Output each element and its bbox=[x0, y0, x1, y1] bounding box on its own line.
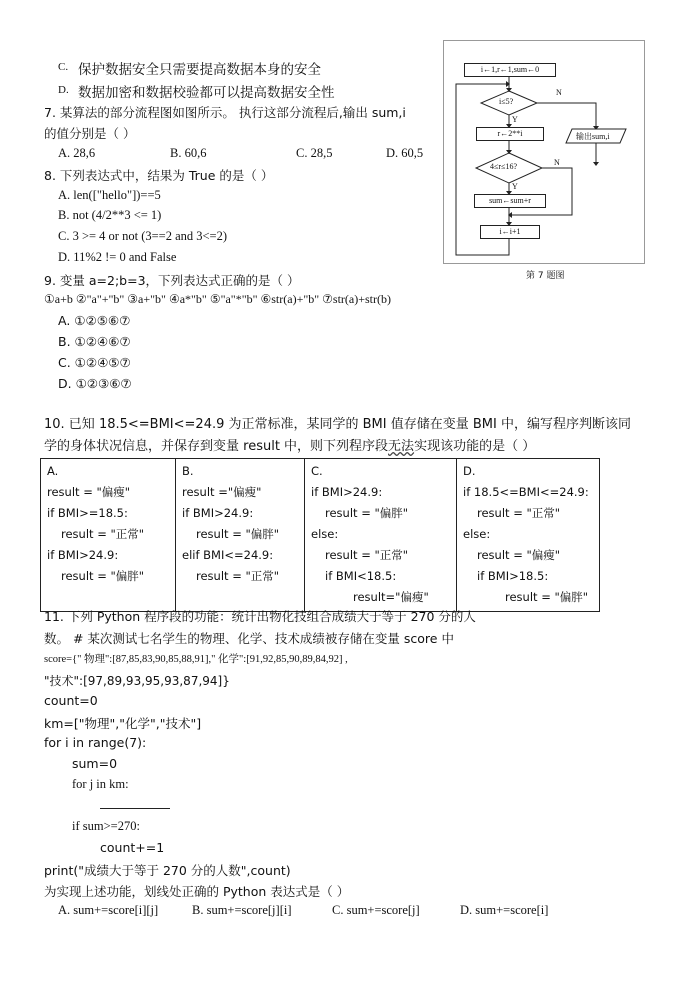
q11-code-score-1: score={" 物理":[87,85,83,90,85,88,91]," 化学":[91,92,85,90,89,84,92] , bbox=[44, 654, 348, 665]
flow-cond2-label: 4≤r≤16? bbox=[490, 162, 517, 171]
q11-code-score-2: "技术":[97,89,93,95,93,87,94]} bbox=[44, 674, 230, 688]
q11-code-count-init: count=0 bbox=[44, 693, 98, 708]
q10-a-line: if BMI>=18.5: bbox=[47, 506, 128, 520]
q10-options-table bbox=[40, 458, 600, 612]
q9-option-d: D. ①②③⑥⑦ bbox=[58, 376, 132, 391]
flow-inc-box: i←i+1 bbox=[480, 225, 540, 239]
q10-stem-line2 bbox=[44, 435, 535, 454]
q7-option-c: C. 28,5 bbox=[296, 146, 333, 160]
q9-stem: 9. 变量 a=2;b=3，下列表达式正确的是（ ） bbox=[44, 273, 300, 288]
flow-cond1-label: i≤5? bbox=[499, 97, 514, 106]
q9-option-c: C. ①②④⑤⑦ bbox=[58, 355, 131, 370]
q7-stem-line1: 7. 某算法的部分流程图如图所示。 执行这部分流程后,输出 sum,i bbox=[44, 105, 406, 120]
q10-b-line: result = "正常" bbox=[196, 569, 280, 583]
q10-b-line: result = "偏胖" bbox=[196, 527, 280, 541]
flow-yes-label-1: Y bbox=[512, 115, 518, 124]
q9-items: ①a+b ②"a"+"b" ③a+"b" ④a*"b" ⑤"a"*"b" ⑥str(a)+"b" ⑦str(a)+str(b) bbox=[44, 292, 391, 306]
q10-option-c-cell bbox=[305, 459, 457, 612]
q11-code-count-inc: count+=1 bbox=[100, 840, 165, 855]
q10-stem-line2-c: 实现该功能的是（ ） bbox=[414, 439, 536, 454]
q8-option-c: C. 3 >= 4 or not (3==2 and 3<=2) bbox=[58, 229, 228, 243]
flowchart-caption: 第 7 题图 bbox=[526, 271, 565, 281]
q10-a-line: if BMI>24.9: bbox=[47, 548, 119, 562]
flow-assign-r-box: r←2**i bbox=[476, 127, 544, 141]
q11-code-if: if sum>=270: bbox=[72, 819, 140, 833]
q10-d-line: result = "偏胖" bbox=[505, 590, 589, 604]
q10-a-line: A. bbox=[47, 464, 59, 478]
q10-c-line: result="偏瘦" bbox=[353, 590, 429, 604]
q10-d-line: if 18.5<=BMI<=24.9: bbox=[463, 485, 589, 499]
q10-option-b-cell bbox=[176, 459, 305, 612]
q11-option-c: C. sum+=score[j] bbox=[332, 903, 420, 917]
q10-d-line: result = "偏瘦" bbox=[477, 548, 561, 562]
q11-option-d: D. sum+=score[i] bbox=[460, 903, 549, 917]
q10-b-line: B. bbox=[182, 464, 194, 478]
flow-no-label-1: N bbox=[556, 88, 562, 97]
q11-stem-line2: 数。 # 某次测试七名学生的物理、化学、技术成绩被存储在变量 score 中 bbox=[44, 631, 454, 646]
q10-c-line: C. bbox=[311, 464, 323, 478]
q11-code-for-i: for i in range(7): bbox=[44, 735, 147, 750]
flow-no-label-2: N bbox=[554, 158, 560, 167]
q10-c-line: if BMI<18.5: bbox=[325, 569, 397, 583]
q11-code-for-j: for j in km: bbox=[72, 777, 129, 791]
flow-sum-box: sum←sum+r bbox=[474, 194, 546, 208]
flow-output-label: 输出sum,i bbox=[576, 132, 610, 141]
q10-b-line: result ="偏瘦" bbox=[182, 485, 262, 499]
q10-c-line: else: bbox=[311, 527, 339, 541]
q10-option-d-cell bbox=[457, 459, 600, 612]
q7-stem-line2: 的值分别是（ ） bbox=[44, 126, 136, 141]
q11-code-print: print("成绩大于等于 270 分的人数",count) bbox=[44, 863, 291, 878]
q10-d-line: D. bbox=[463, 464, 476, 478]
q10-a-line: result = "偏胖" bbox=[61, 569, 145, 583]
q11-stem-line1: 11. 下列 Python 程序段的功能：统计出物化技组合成绩大于等于 270 分的人 bbox=[44, 609, 476, 624]
q11-option-b: B. sum+=score[j][i] bbox=[192, 903, 292, 917]
q11-code-sum-init: sum=0 bbox=[72, 756, 118, 771]
q7-option-b: B. 60,6 bbox=[170, 146, 207, 160]
q10-stem-line1: 10. 已知 18.5<=BMI<=24.9 为正常标准，某同学的 BMI 值存储在变量 BMI 中，编写程序判断该同 bbox=[44, 417, 631, 432]
q9-option-a: A. ①②⑤⑥⑦ bbox=[58, 313, 131, 328]
q10-b-line: elif BMI<=24.9: bbox=[182, 548, 274, 562]
q9-option-b: B. ①②④⑥⑦ bbox=[58, 334, 131, 349]
q10-a-line: result = "正常" bbox=[61, 527, 145, 541]
q10-d-line: result = "正常" bbox=[477, 506, 561, 520]
q6-c-letter: C. bbox=[58, 61, 69, 73]
q10-b-line: if BMI>24.9: bbox=[182, 506, 254, 520]
q8-stem: 8. 下列表达式中，结果为 True 的是（ ） bbox=[44, 168, 274, 183]
q8-option-a: A. len(["hello"])==5 bbox=[58, 188, 161, 202]
q11-ask: 为实现上述功能，划线处正确的 Python 表达式是（ ） bbox=[44, 884, 350, 899]
q11-answer-blank bbox=[100, 796, 170, 812]
q11-option-a: A. sum+=score[i][j] bbox=[58, 903, 159, 917]
q6-c-text: 保护数据安全只需要提高数据本身的安全 bbox=[78, 62, 321, 78]
q10-emphasis: 无法 bbox=[388, 439, 415, 454]
q10-d-line: if BMI>18.5: bbox=[477, 569, 549, 583]
q7-option-d: D. 60,5 bbox=[386, 146, 424, 160]
flowchart-figure bbox=[443, 40, 645, 264]
q10-c-line: result = "正常" bbox=[325, 548, 409, 562]
q10-option-a-cell bbox=[41, 459, 176, 612]
q10-d-line: else: bbox=[463, 527, 491, 541]
q8-option-b: B. not (4/2**3 <= 1) bbox=[58, 208, 162, 222]
q7-option-a: A. 28,6 bbox=[58, 146, 96, 160]
q6-d-letter: D. bbox=[58, 84, 69, 96]
q10-c-line: result = "偏胖" bbox=[325, 506, 409, 520]
flow-yes-label-2: Y bbox=[512, 182, 518, 191]
q8-option-d: D. 11%2 != 0 and False bbox=[58, 250, 177, 264]
q10-stem-line2-a: 学的身体状况信息，并保存到变量 result 中，则下列程序段 bbox=[44, 439, 389, 454]
q10-a-line: result = "偏瘦" bbox=[47, 485, 131, 499]
q6-d-text: 数据加密和数据校验都可以提高数据安全性 bbox=[78, 85, 335, 101]
q11-code-km: km=["物理","化学","技术"] bbox=[44, 716, 202, 731]
q10-c-line: if BMI>24.9: bbox=[311, 485, 383, 499]
flow-init-box: i←1,r←1,sum←0 bbox=[464, 63, 556, 77]
